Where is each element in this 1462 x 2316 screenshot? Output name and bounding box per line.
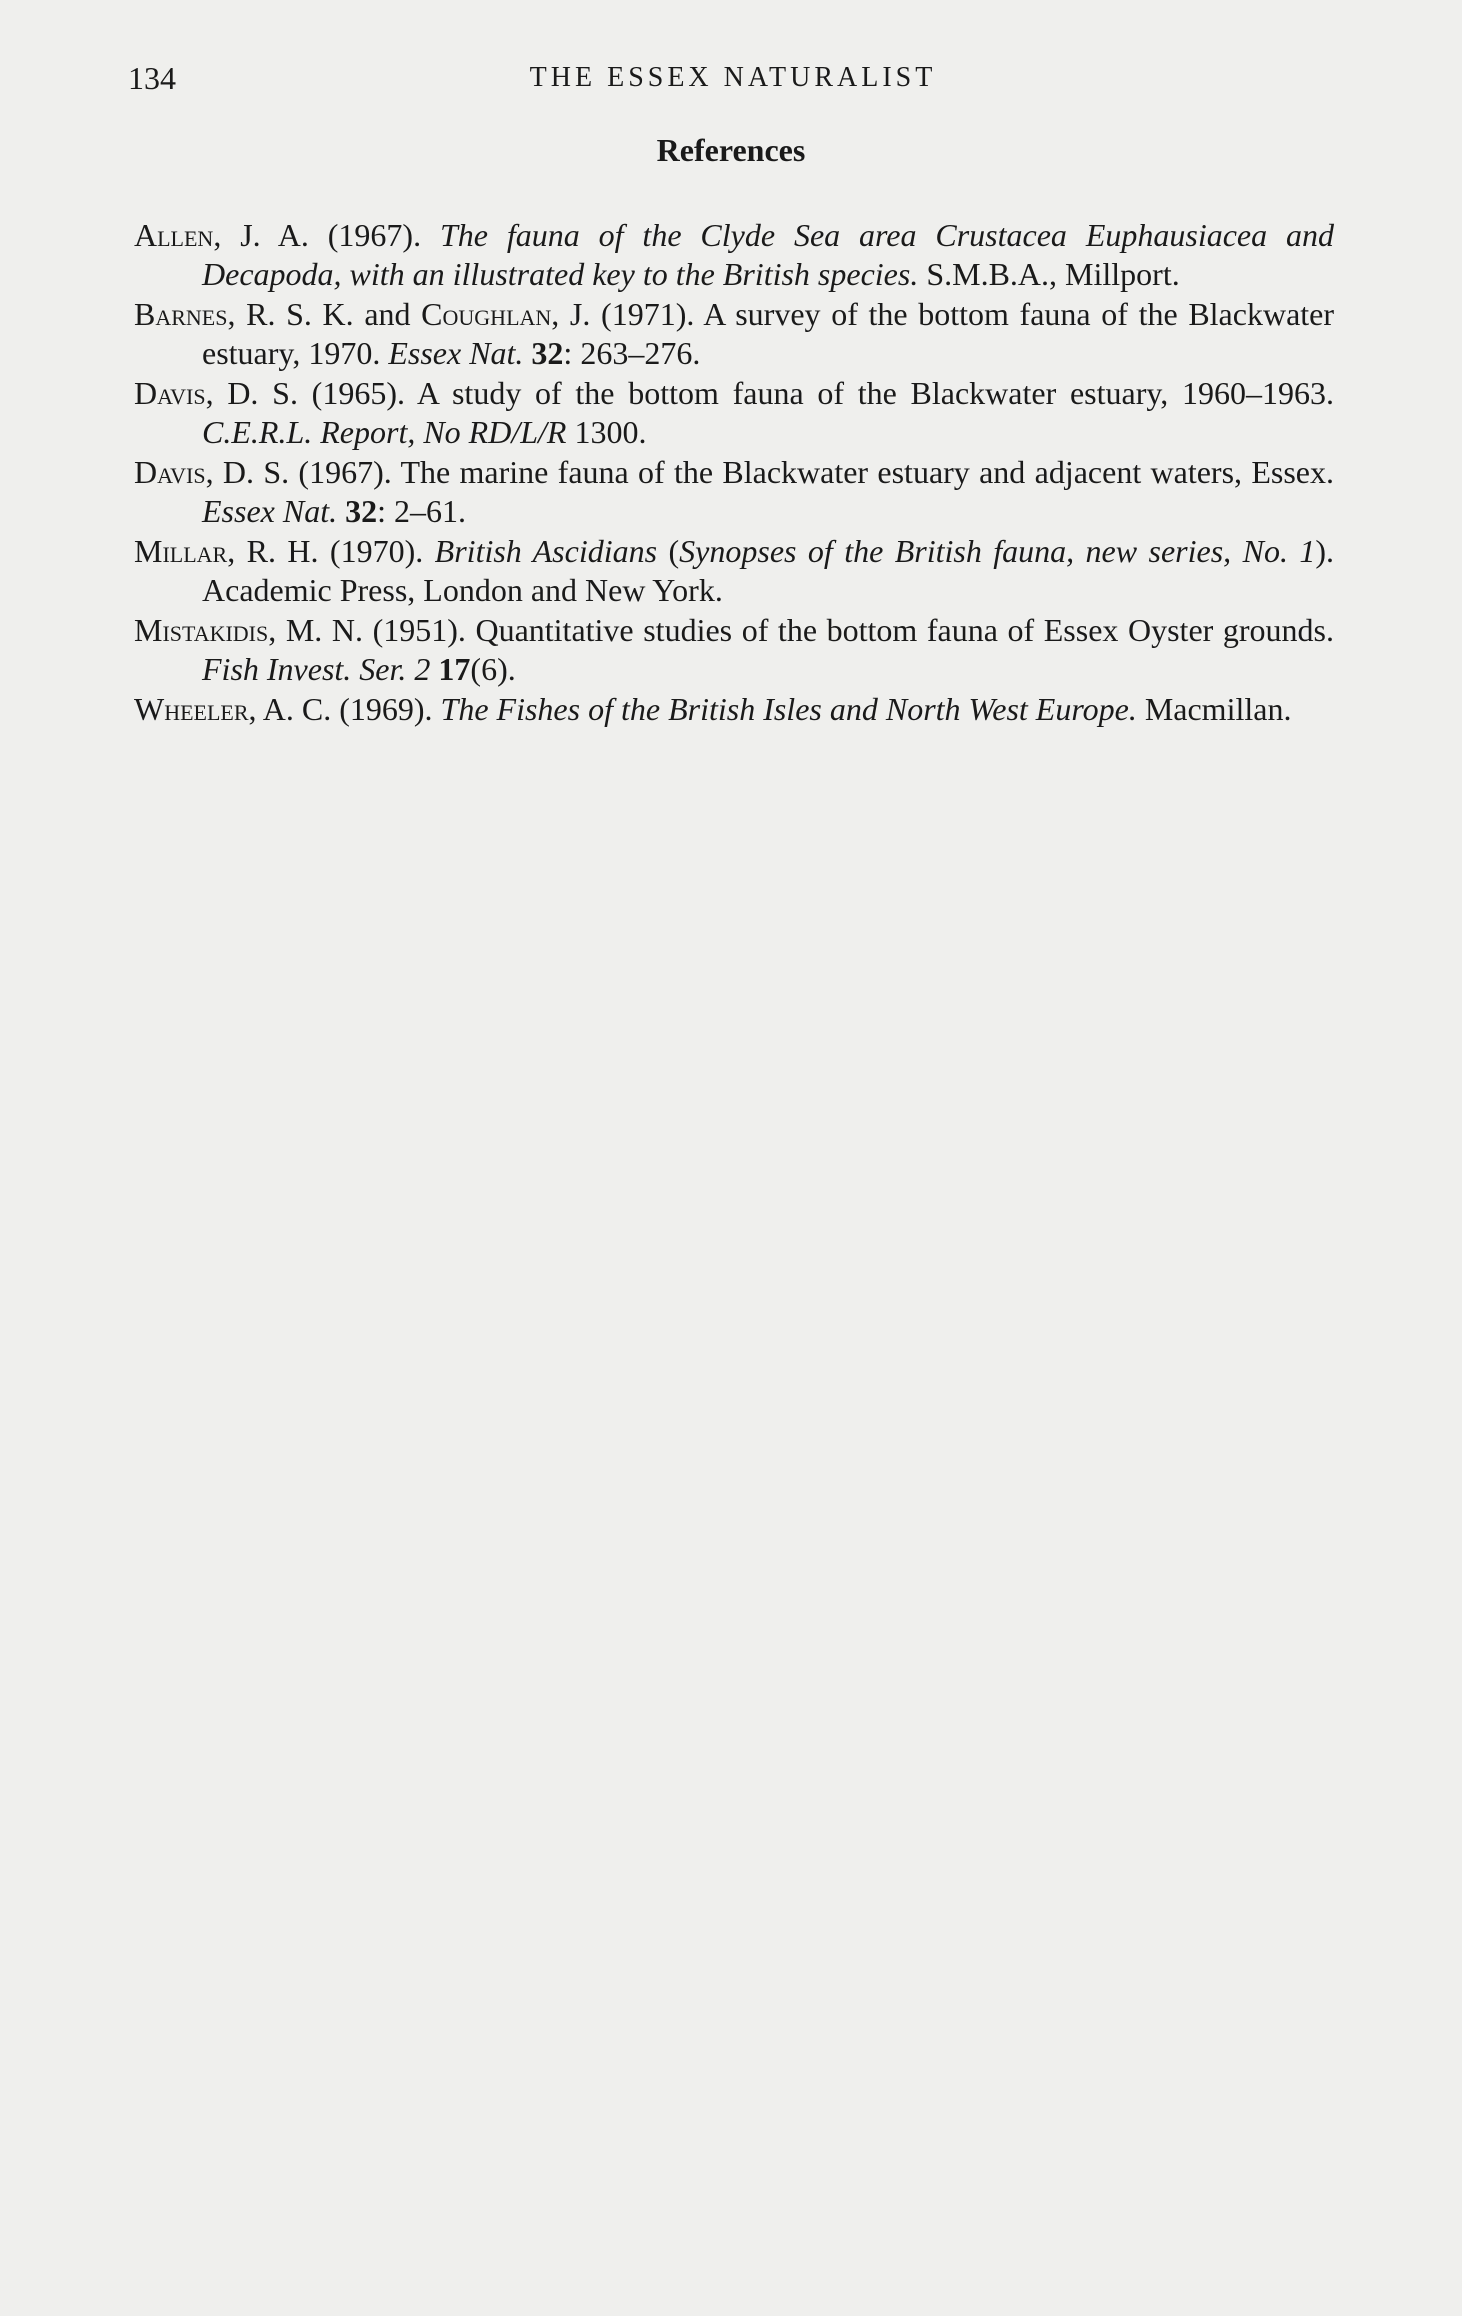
reference-list	[134, 216, 1334, 730]
reference-author: Millar, R. H.	[134, 533, 319, 569]
reference-journal: Essex Nat.	[388, 335, 524, 371]
reference-author: Barnes, R. S. K.	[134, 296, 354, 332]
reference-volume: 32	[523, 335, 564, 371]
reference-volume: 17	[430, 651, 471, 687]
reference-author: Wheeler, A. C.	[134, 691, 332, 727]
reference-item: Barnes, R. S. K. and Coughlan, J. (1971). A survey of the bottom fauna of the Blackwater estuary, 1970. Essex Nat. 32: 263–276.	[134, 296, 1335, 371]
reference-item: Davis, D. S. (1967). The marine fauna of the Blackwater estuary and adjacent waters, Essex. Essex Nat. 32: 2–61.	[134, 454, 1334, 529]
reference-author: Davis, D. S.	[134, 375, 298, 411]
reference-item: Millar, R. H. (1970). British Ascidians (Synopses of the British fauna, new series, No. 1). Academic Press, London and New York.	[134, 533, 1335, 608]
running-head: THE ESSEX NATURALIST	[529, 62, 937, 93]
section-title: References	[656, 132, 806, 168]
page-number: 134	[128, 60, 176, 96]
reference-title: The fauna of the Clyde Sea area Crustacea Euphausiacea and Decapoda, with an illustrated key to the British species.	[202, 217, 1335, 292]
reference-item: Wheeler, A. C. (1969). The Fishes of the British Isles and North West Europe. Macmillan.	[134, 691, 1292, 727]
reference-author: Davis, D. S.	[134, 454, 290, 490]
reference-author: Allen, J. A.	[134, 217, 309, 253]
reference-journal: Fish Invest. Ser. 2	[202, 651, 431, 687]
running-header	[128, 60, 1338, 120]
reference-journal: C.E.R.L. Report, No RD/L/R	[202, 414, 567, 450]
reference-volume: 32	[337, 493, 378, 529]
reference-item: Mistakidis, M. N. (1951). Quantitative studies of the bottom fauna of Essex Oyster grounds. Fish Invest. Ser. 2 17(6).	[134, 612, 1335, 687]
reference-author: Mistakidis, M. N.	[134, 612, 363, 648]
reference-series: Synopses of the British fauna, new series, No. 1	[679, 533, 1316, 569]
reference-title: British Ascidians	[434, 533, 658, 569]
reference-item: Davis, D. S. (1965). A study of the bottom fauna of the Blackwater estuary, 1960–1963. C.E.R.L. Report, No RD/L/R 1300.	[134, 375, 1334, 450]
reference-journal: Essex Nat.	[202, 493, 338, 529]
reference-title: The Fishes of the British Isles and North West Europe.	[440, 691, 1137, 727]
reference-author: Coughlan, J.	[421, 296, 591, 332]
reference-item: Allen, J. A. (1967). The fauna of the Clyde Sea area Crustacea Euphausiacea and Decapoda, with an illustrated key to the British species. S.M.B.A., Millport.	[134, 217, 1335, 292]
